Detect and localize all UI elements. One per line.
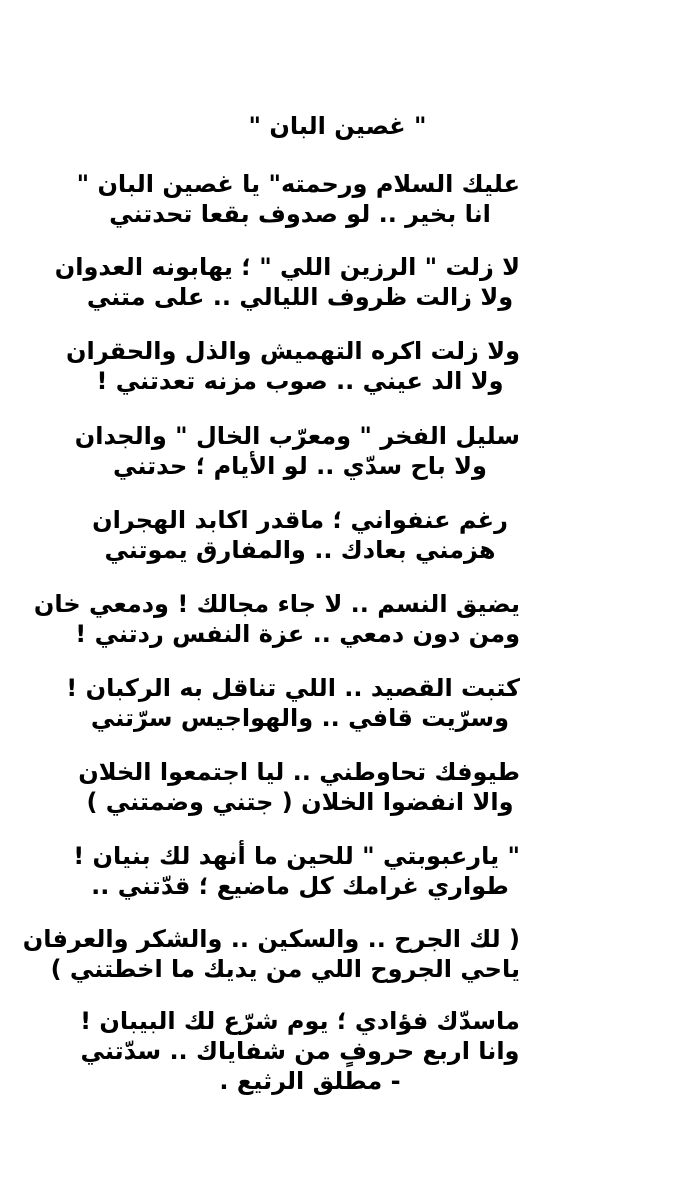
verse-line: " يارعبوبتي " للحين ما أنهد لك بنيان !: [73, 842, 520, 870]
verse-line: ( لك الجرح .. والسكين .. والشكر والعرفان: [22, 925, 520, 953]
stanza-10: [22, 924, 520, 984]
stanza-2: [54, 252, 520, 312]
verse-line: ومن دون دمعي .. عزة النفس ردتني !: [75, 620, 520, 648]
verse-line: سليل الفخر " ومعرّب الخال " والجدان: [74, 422, 520, 450]
poem-signature: - مطلق الرثيع .: [219, 1067, 401, 1095]
verse-line: كتبت القصيد .. اللي تناقل به الركبان !: [66, 674, 520, 702]
verse-line: رغم عنفواني ؛ ماقدر اكابد الهجران: [92, 506, 508, 534]
verse-line: لا زلت " الرزين اللي " ؛ يهابونه العدوان: [54, 253, 520, 281]
stanza-8: [80, 757, 520, 817]
verse-line: ولا الد عيني .. صوب مزنه تعدتني !: [96, 367, 504, 395]
stanza-9: [73, 841, 520, 901]
stanza-3: [66, 336, 520, 396]
verse-line: انا بخير .. لو صدوف بقعا تحدتني: [109, 200, 491, 228]
verse-line: طواري غرامك كل ماضيع ؛ قدّتني ..: [91, 872, 509, 900]
verse-line: ماسدّك فؤادي ؛ يوم شرّع لك البيبان !: [80, 1007, 520, 1035]
verse-line: ولا زالت ظروف الليالي .. على متني: [86, 283, 514, 311]
stanza-11: [80, 1006, 520, 1066]
verse-line: ولا زلت اكره التهميش والذل والحقران: [66, 337, 520, 365]
verse-line: ياحي الجروح اللي من يديك ما اخطتني ): [50, 955, 520, 983]
stanza-5: [80, 505, 520, 565]
stanza-1: [76, 169, 520, 229]
verse-line: طيوفك تحاوطني .. ليا اجتمعوا الخلان: [78, 758, 520, 786]
verse-line: عليك السلام ورحمته" يا غصين البان ": [76, 170, 520, 198]
verse-line: والا انفضوا الخلان ( جتني وضمتني ): [86, 788, 514, 816]
verse-line: وانا اربع حروفٍ من شفاياك .. سدّتني: [80, 1037, 520, 1065]
poem-title: " غصين البان ": [248, 112, 427, 140]
verse-line: يضيق النسم .. لا جاء مجالك ! ودمعي خان: [33, 590, 520, 618]
verse-line: ولا باح سدّي .. لو الأيام ؛ حدتني: [113, 452, 487, 480]
stanza-4: [74, 421, 520, 481]
verse-line: وسرّيت قافي .. والهواجيس سرّتني: [90, 704, 510, 732]
stanza-6: [33, 589, 520, 649]
stanza-7: [66, 673, 520, 733]
verse-line: هزمني بعادك .. والمفارق يموتني: [104, 536, 496, 564]
